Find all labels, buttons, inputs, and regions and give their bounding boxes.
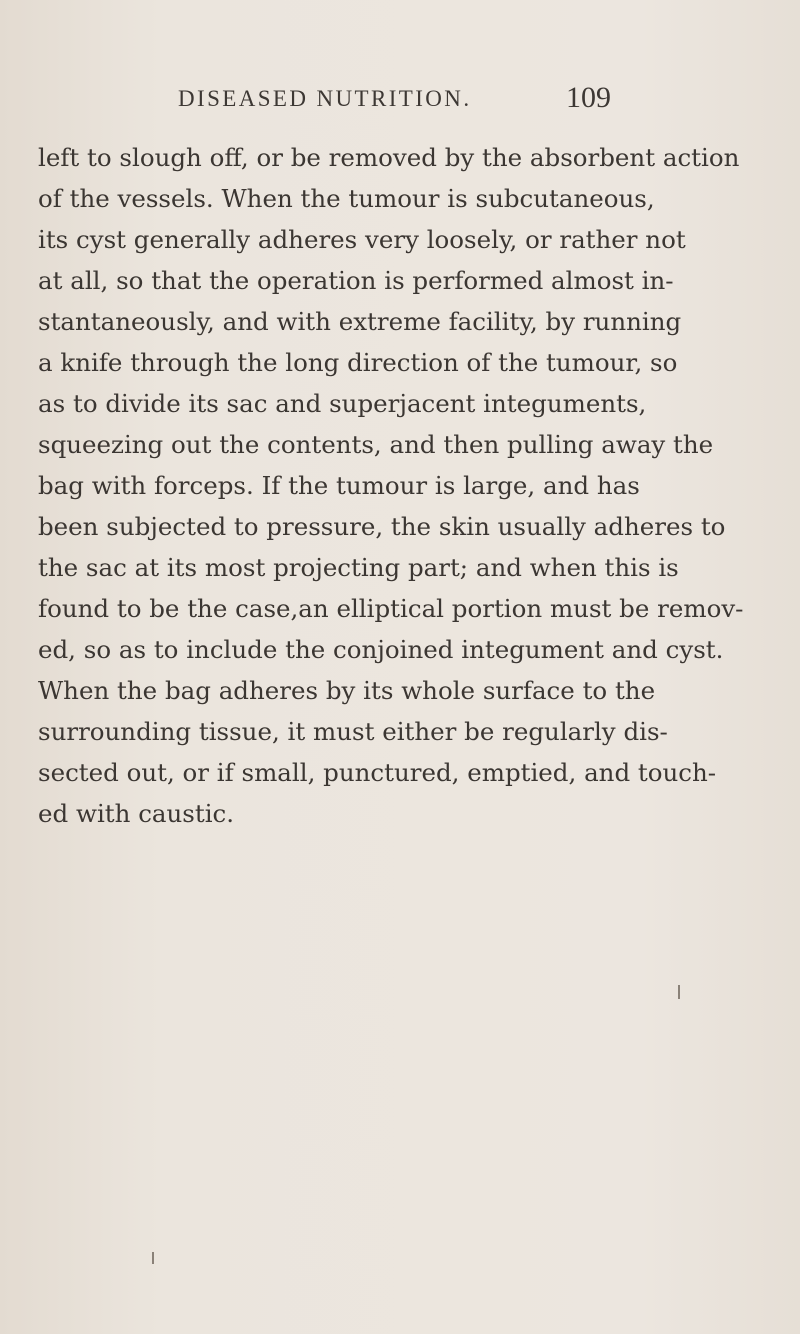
text-line: found to be the case,an elliptical portion must be remov- — [38, 594, 744, 623]
text-line: its cyst generally adheres very loosely, or rather not — [38, 225, 686, 254]
text-line: stantaneously, and with extreme facility, by running — [38, 307, 682, 336]
text-line: bag with forceps. If the tumour is large, and has — [38, 471, 640, 500]
text-line: a knife through the long direction of the tumour, so — [38, 348, 678, 377]
text-line: at all, so that the operation is performed almost in- — [38, 266, 674, 295]
text-line: of the vessels. When the tumour is subcutaneous, — [38, 184, 655, 213]
running-title: DISEASED NUTRITION. — [178, 86, 472, 111]
page-number: 109 — [566, 81, 611, 114]
text-line: squeezing out the contents, and then pulling away the — [38, 430, 714, 459]
body-text — [38, 137, 744, 834]
text-line: sected out, or if small, punctured, emptied, and touch- — [38, 758, 717, 787]
text-line: the sac at its most projecting part; and when this is — [38, 553, 679, 582]
text-line: left to slough off, or be removed by the absorbent action — [38, 143, 740, 172]
text-line: ed, so as to include the conjoined integument and cyst. — [38, 635, 724, 664]
paper-speck — [678, 985, 680, 999]
paper-speck — [152, 1252, 154, 1264]
text-line: When the bag adheres by its whole surface to the — [38, 676, 656, 705]
text-line: been subjected to pressure, the skin usually adheres to — [38, 512, 726, 541]
text-line: as to divide its sac and superjacent integuments, — [38, 389, 647, 418]
page-header — [0, 81, 800, 120]
text-line: surrounding tissue, it must either be regularly dis- — [38, 717, 668, 746]
text-line: ed with caustic. — [38, 799, 235, 828]
